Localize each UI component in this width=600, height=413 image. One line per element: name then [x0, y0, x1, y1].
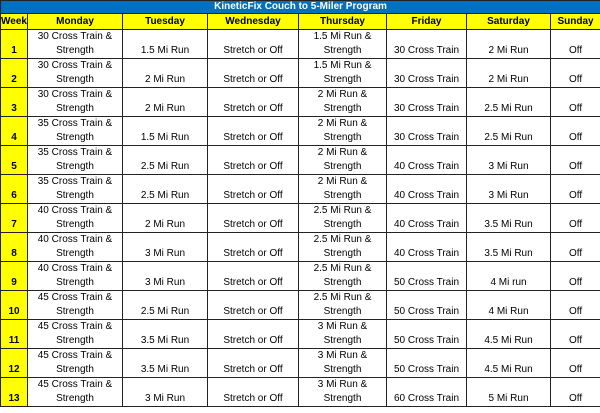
sunday-cell: Off	[551, 204, 600, 233]
monday-line-2: Strength	[56, 393, 94, 404]
monday-line-2: Strength	[56, 248, 94, 259]
week-number-cell: 4	[1, 117, 28, 146]
thursday-line-1: 2.5 Mi Run &	[313, 292, 372, 303]
saturday-cell: 4 Mi Run	[467, 291, 551, 320]
thursday-line-2: Strength	[323, 103, 362, 114]
saturday-cell: 4.5 Mi Run	[467, 349, 551, 378]
wednesday-cell: Stretch or Off	[208, 175, 299, 204]
sunday-cell: Off	[551, 291, 600, 320]
thursday-line-2: Strength	[323, 393, 362, 404]
sunday-cell: Off	[551, 88, 600, 117]
thursday-cell	[299, 88, 387, 117]
saturday-cell: 3 Mi Run	[467, 146, 551, 175]
thursday-line-1: 1.5 Mi Run &	[313, 31, 372, 42]
friday-cell: 40 Cross Train	[387, 146, 467, 175]
thursday-cell	[299, 378, 387, 407]
tuesday-cell: 3.5 Mi Run	[123, 349, 208, 378]
saturday-cell: 2 Mi Run	[467, 30, 551, 59]
wednesday-cell: Stretch or Off	[208, 204, 299, 233]
friday-cell: 40 Cross Train	[387, 175, 467, 204]
thursday-line-1: 2 Mi Run &	[317, 176, 368, 187]
thursday-cell	[299, 30, 387, 59]
thursday-line-2: Strength	[323, 248, 362, 259]
thursday-cell	[299, 204, 387, 233]
thursday-cell	[299, 349, 387, 378]
saturday-cell: 4 Mi run	[467, 262, 551, 291]
header-row	[1, 14, 600, 30]
program-title: KineticFix Couch to 5-Miler Program	[1, 1, 600, 14]
thursday-line-2: Strength	[323, 219, 362, 230]
tuesday-cell: 1.5 Mi Run	[123, 30, 208, 59]
sunday-cell: Off	[551, 233, 600, 262]
thursday-line-1: 2.5 Mi Run &	[313, 234, 372, 245]
saturday-cell: 3 Mi Run	[467, 175, 551, 204]
friday-cell: 30 Cross Train	[387, 30, 467, 59]
week-number-cell: 11	[1, 320, 28, 349]
thursday-line-1: 3 Mi Run &	[317, 379, 368, 390]
monday-cell	[28, 204, 123, 233]
thursday-line-2: Strength	[323, 306, 362, 317]
monday-line-1: 30 Cross Train &	[37, 60, 113, 71]
monday-line-1: 45 Cross Train &	[37, 350, 113, 361]
thursday-cell	[299, 117, 387, 146]
thursday-line-1: 3 Mi Run &	[317, 350, 368, 361]
table-row	[1, 320, 600, 349]
monday-line-2: Strength	[56, 74, 94, 85]
monday-cell	[28, 146, 123, 175]
table-row	[1, 88, 600, 117]
friday-cell: 40 Cross Train	[387, 233, 467, 262]
sunday-cell: Off	[551, 175, 600, 204]
week-number-cell: 9	[1, 262, 28, 291]
monday-line-1: 40 Cross Train &	[37, 263, 113, 274]
thursday-cell	[299, 59, 387, 88]
sunday-cell: Off	[551, 349, 600, 378]
saturday-cell: 2 Mi Run	[467, 59, 551, 88]
monday-line-2: Strength	[56, 306, 94, 317]
thursday-cell	[299, 262, 387, 291]
tuesday-cell: 2 Mi Run	[123, 204, 208, 233]
tuesday-cell: 2.5 Mi Run	[123, 175, 208, 204]
monday-line-2: Strength	[56, 161, 94, 172]
thursday-line-1: 2 Mi Run &	[317, 89, 368, 100]
monday-cell	[28, 175, 123, 204]
thursday-line-2: Strength	[323, 277, 362, 288]
week-number-cell: 2	[1, 59, 28, 88]
monday-line-1: 35 Cross Train &	[37, 147, 113, 158]
monday-line-2: Strength	[56, 364, 94, 375]
monday-cell	[28, 320, 123, 349]
header-week: Week	[1, 14, 28, 30]
wednesday-cell: Stretch or Off	[208, 233, 299, 262]
wednesday-cell: Stretch or Off	[208, 378, 299, 407]
table-row	[1, 30, 600, 59]
thursday-line-2: Strength	[323, 132, 362, 143]
friday-cell: 30 Cross Train	[387, 59, 467, 88]
wednesday-cell: Stretch or Off	[208, 59, 299, 88]
header-saturday: Saturday	[467, 14, 551, 30]
monday-line-1: 30 Cross Train &	[37, 31, 113, 42]
monday-line-2: Strength	[56, 45, 94, 56]
table-body	[1, 30, 600, 407]
tuesday-cell: 3.5 Mi Run	[123, 320, 208, 349]
header-sunday: Sunday	[551, 14, 600, 30]
table-row	[1, 349, 600, 378]
thursday-cell	[299, 146, 387, 175]
monday-line-2: Strength	[56, 335, 94, 346]
tuesday-cell: 2 Mi Run	[123, 88, 208, 117]
monday-line-1: 45 Cross Train &	[37, 292, 113, 303]
monday-line-2: Strength	[56, 132, 94, 143]
friday-cell: 50 Cross Train	[387, 349, 467, 378]
week-number-cell: 6	[1, 175, 28, 204]
thursday-line-1: 1.5 Mi Run &	[313, 60, 372, 71]
table-row	[1, 117, 600, 146]
friday-cell: 60 Cross Train	[387, 378, 467, 407]
thursday-line-1: 2 Mi Run &	[317, 147, 368, 158]
thursday-line-2: Strength	[323, 45, 362, 56]
monday-line-1: 35 Cross Train &	[37, 176, 113, 187]
monday-line-1: 45 Cross Train &	[37, 321, 113, 332]
monday-line-2: Strength	[56, 103, 94, 114]
thursday-line-1: 2 Mi Run &	[317, 118, 368, 129]
header-friday: Friday	[387, 14, 467, 30]
saturday-cell: 5 Mi Run	[467, 378, 551, 407]
week-number-cell: 5	[1, 146, 28, 175]
monday-cell	[28, 291, 123, 320]
monday-line-2: Strength	[56, 219, 94, 230]
table-row	[1, 146, 600, 175]
sunday-cell: Off	[551, 320, 600, 349]
wednesday-cell: Stretch or Off	[208, 291, 299, 320]
wednesday-cell: Stretch or Off	[208, 146, 299, 175]
wednesday-cell: Stretch or Off	[208, 262, 299, 291]
thursday-cell	[299, 291, 387, 320]
tuesday-cell: 3 Mi Run	[123, 378, 208, 407]
friday-cell: 50 Cross Train	[387, 262, 467, 291]
thursday-cell	[299, 233, 387, 262]
table-row	[1, 262, 600, 291]
monday-cell	[28, 117, 123, 146]
monday-line-2: Strength	[56, 190, 94, 201]
monday-line-1: 30 Cross Train &	[37, 89, 113, 100]
saturday-cell: 2.5 Mi Run	[467, 117, 551, 146]
header-tuesday: Tuesday	[123, 14, 208, 30]
thursday-line-1: 2.5 Mi Run &	[313, 263, 372, 274]
thursday-line-2: Strength	[323, 190, 362, 201]
thursday-line-2: Strength	[323, 335, 362, 346]
tuesday-cell: 2.5 Mi Run	[123, 291, 208, 320]
table-row	[1, 59, 600, 88]
week-number-cell: 8	[1, 233, 28, 262]
monday-line-1: 35 Cross Train &	[37, 118, 113, 129]
thursday-line-2: Strength	[323, 364, 362, 375]
thursday-line-2: Strength	[323, 161, 362, 172]
sunday-cell: Off	[551, 378, 600, 407]
monday-cell	[28, 349, 123, 378]
wednesday-cell: Stretch or Off	[208, 349, 299, 378]
wednesday-cell: Stretch or Off	[208, 320, 299, 349]
friday-cell: 30 Cross Train	[387, 117, 467, 146]
thursday-line-2: Strength	[323, 74, 362, 85]
friday-cell: 50 Cross Train	[387, 291, 467, 320]
monday-cell	[28, 262, 123, 291]
sunday-cell: Off	[551, 262, 600, 291]
friday-cell: 40 Cross Train	[387, 204, 467, 233]
friday-cell: 50 Cross Train	[387, 320, 467, 349]
thursday-cell	[299, 175, 387, 204]
wednesday-cell: Stretch or Off	[208, 117, 299, 146]
friday-cell: 30 Cross Train	[387, 88, 467, 117]
table-row	[1, 233, 600, 262]
monday-line-1: 40 Cross Train &	[37, 205, 113, 216]
wednesday-cell: Stretch or Off	[208, 30, 299, 59]
sunday-cell: Off	[551, 59, 600, 88]
tuesday-cell: 2 Mi Run	[123, 59, 208, 88]
table-row	[1, 204, 600, 233]
tuesday-cell: 3 Mi Run	[123, 262, 208, 291]
tuesday-cell: 2.5 Mi Run	[123, 146, 208, 175]
week-number-cell: 1	[1, 30, 28, 59]
week-number-cell: 3	[1, 88, 28, 117]
saturday-cell: 3.5 Mi Run	[467, 204, 551, 233]
saturday-cell: 4.5 Mi Run	[467, 320, 551, 349]
tuesday-cell: 3 Mi Run	[123, 233, 208, 262]
tuesday-cell: 1.5 Mi Run	[123, 117, 208, 146]
header-thursday: Thursday	[299, 14, 387, 30]
week-number-cell: 13	[1, 378, 28, 407]
header-monday: Monday	[28, 14, 123, 30]
table-row	[1, 378, 600, 407]
saturday-cell: 3.5 Mi Run	[467, 233, 551, 262]
sunday-cell: Off	[551, 117, 600, 146]
monday-line-2: Strength	[56, 277, 94, 288]
title-row	[1, 1, 600, 14]
wednesday-cell: Stretch or Off	[208, 88, 299, 117]
monday-cell	[28, 88, 123, 117]
monday-line-1: 40 Cross Train &	[37, 234, 113, 245]
week-number-cell: 12	[1, 349, 28, 378]
table-row	[1, 175, 600, 204]
thursday-cell	[299, 320, 387, 349]
table-row	[1, 291, 600, 320]
sunday-cell: Off	[551, 30, 600, 59]
thursday-line-1: 2.5 Mi Run &	[313, 205, 372, 216]
week-number-cell: 7	[1, 204, 28, 233]
monday-cell	[28, 378, 123, 407]
week-number-cell: 10	[1, 291, 28, 320]
monday-cell	[28, 59, 123, 88]
monday-cell	[28, 233, 123, 262]
thursday-line-1: 3 Mi Run &	[317, 321, 368, 332]
saturday-cell: 2.5 Mi Run	[467, 88, 551, 117]
sunday-cell: Off	[551, 146, 600, 175]
monday-cell	[28, 30, 123, 59]
header-wednesday: Wednesday	[208, 14, 299, 30]
monday-line-1: 45 Cross Train &	[37, 379, 113, 390]
